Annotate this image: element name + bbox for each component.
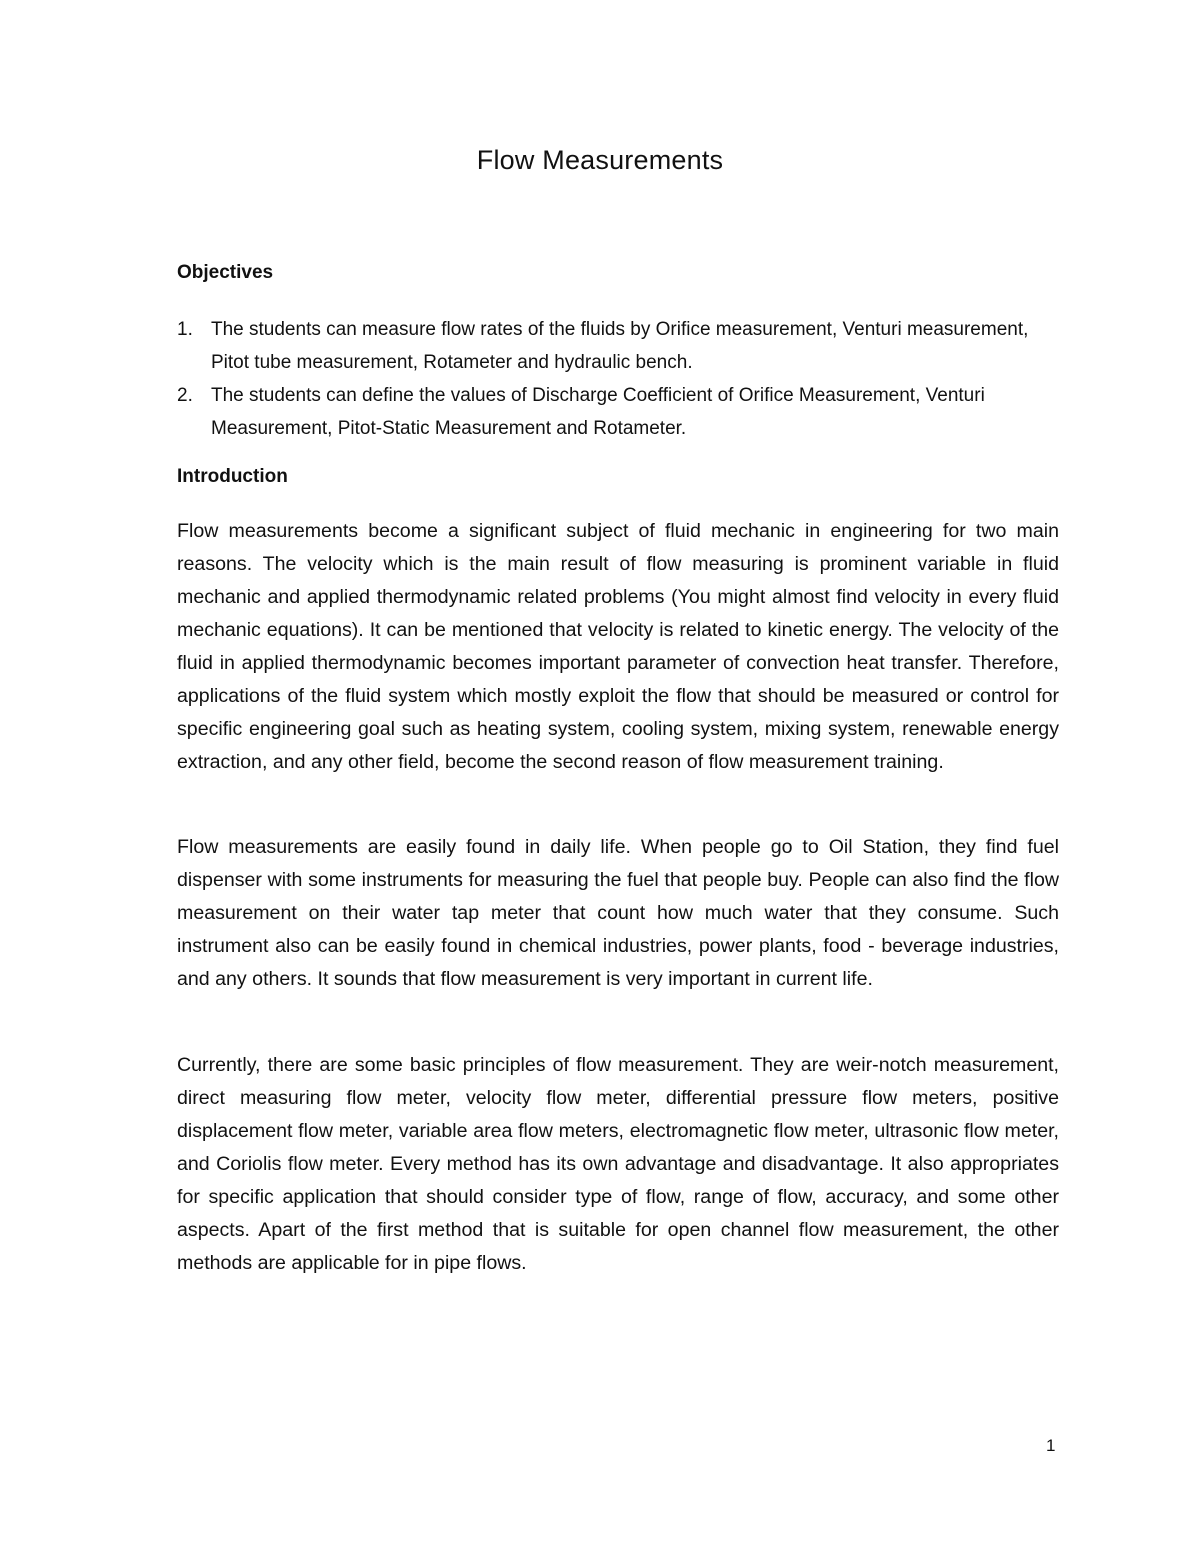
objectives-list [177, 313, 1057, 445]
introduction-paragraph: Flow measurements are easily found in daily life. When people go to Oil Station, they find fuel dispenser with some instruments for measuring the fuel that people buy. People can also find the flow measurement on their water tap meter that count how much water that they consume. Such instrument also can be easily found in chemical industries, power plants, food - beverage industries, and any others. It sounds that flow measurement is very important in current life. [177, 836, 1059, 990]
introduction-paragraph: Currently, there are some basic principles of flow measurement. They are weir-notch measurement, direct measuring flow meter, velocity flow meter, differential pressure flow meters, positive displacement flow meter, variable area flow meters, electromagnetic flow meter, ultrasonic flow meter, and Coriolis flow meter. Every method has its own advantage and disadvantage. It also appropriates for specific application that should consider type of flow, range of flow, accuracy, and some other aspects. Apart of the first method that is suitable for open channel flow measurement, the other methods are applicable for in pipe flows. [177, 1054, 1059, 1274]
objective-text: The students can define the values of Discharge Coefficient of Orifice Measurement, Venturi Measurement, Pitot-Static Measurement and Rotameter. [211, 385, 985, 439]
objective-item [177, 313, 1057, 379]
document-title: Flow Measurements [476, 145, 724, 175]
objectives-heading: Objectives [177, 262, 274, 283]
introduction-heading: Introduction [177, 466, 288, 487]
objective-text: The students can measure flow rates of the fluids by Orifice measurement, Venturi measurement, Pitot tube measurement, Rotameter and hydraulic bench. [211, 319, 1029, 373]
page-number: 1 [1046, 1436, 1056, 1455]
objective-item [177, 379, 1057, 445]
objective-number: 1. [177, 319, 193, 340]
introduction-paragraph: Flow measurements become a significant subject of fluid mechanic in engineering for two main reasons. The velocity which is the main result of flow measuring is prominent variable in fluid mechanic and applied thermodynamic related problems (You might almost find velocity in every fluid mechanic equations). It can be mentioned that velocity is related to kinetic energy. The velocity of the fluid in applied thermodynamic becomes important parameter of convection heat transfer. Therefore, applications of the fluid system which mostly exploit the flow that should be measured or control for specific engineering goal such as heating system, cooling system, mixing system, renewable energy extraction, and any other field, become the second reason of flow measurement training. [177, 520, 1059, 773]
objective-number: 2. [177, 385, 193, 406]
